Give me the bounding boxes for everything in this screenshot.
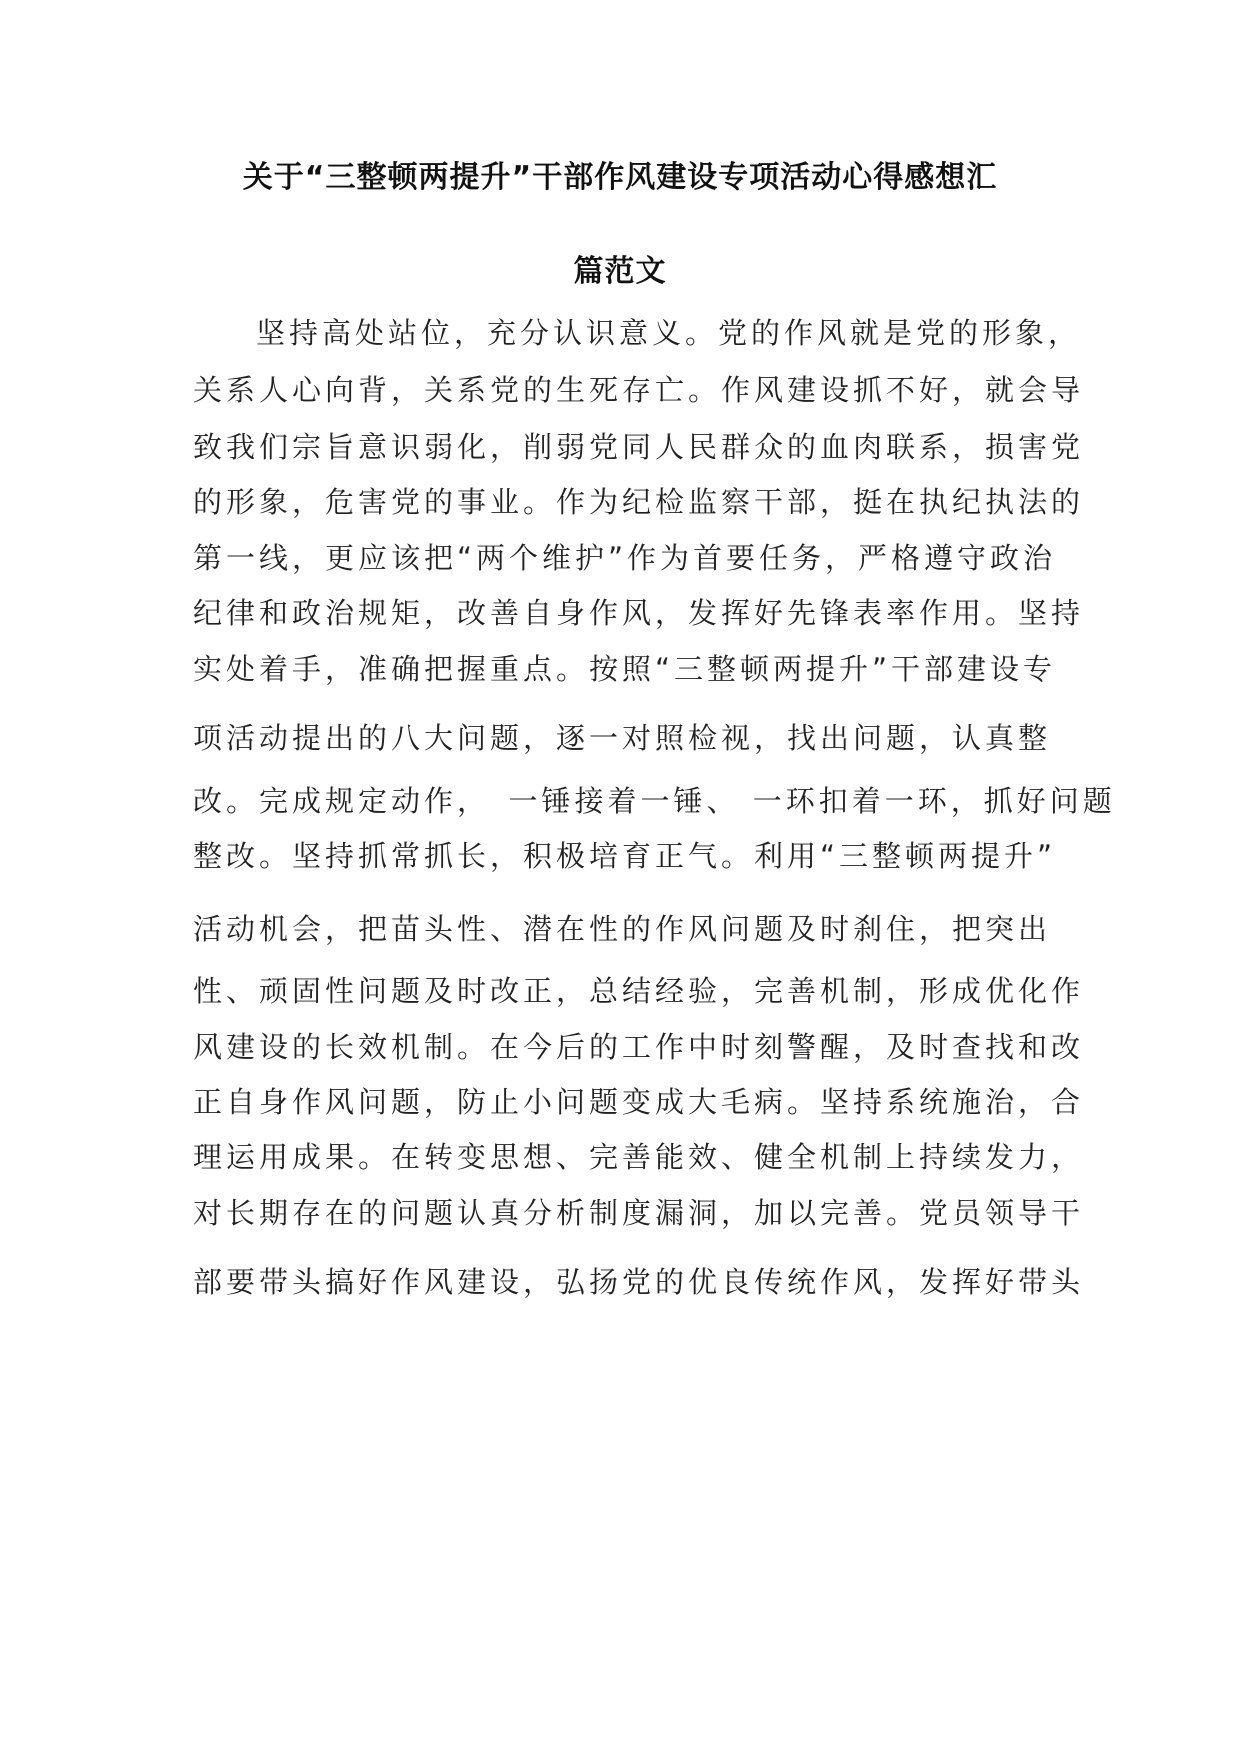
body-line-13: 风建设的长效机制。在今后的工作中时刻警醒，及时查找和改 <box>193 1030 1085 1064</box>
body-line-6: 纪律和政治规矩，改善自身作风，发挥好先锋表率作用。坚持 <box>193 596 1085 630</box>
body-line-8: 项活动提出的八大问题，逐一对照检视，找出问题，认真整 <box>193 721 1052 755</box>
body-line-9: 改。完成规定动作， 一锤接着一锤、 一环扣着一环，抓好问题 <box>193 784 1116 818</box>
body-line-11: 活动机会，把苗头性、潜在性的作风问题及时刹住，把突出 <box>193 912 1052 946</box>
body-line-2: 关系人心向背，关系党的生死存亡。作风建设抓不好，就会导 <box>193 373 1085 407</box>
body-line-4: 的形象，危害党的事业。作为纪检监察干部，挺在执纪执法的 <box>193 485 1085 519</box>
body-line-16: 对长期存在的问题认真分析制度漏洞，加以完善。党员领导干 <box>193 1196 1085 1230</box>
document-title-line-2: 篇范文 <box>573 254 667 289</box>
body-line-12: 性、顽固性问题及时改正，总结经验，完善机制，形成优化作 <box>193 974 1085 1008</box>
body-line-3: 致我们宗旨意识弱化，削弱党同人民群众的血肉联系，损害党 <box>193 430 1085 464</box>
body-line-17: 部要带头搞好作风建设，弘扬党的优良传统作风，发挥好带头 <box>193 1265 1085 1299</box>
body-line-14: 正自身作风问题，防止小问题变成大毛病。坚持系统施治，合 <box>193 1085 1085 1119</box>
body-line-7: 实处着手，准确把握重点。按照“三整顿两提升”干部建设专 <box>193 652 1057 686</box>
document-title-line-1: 关于“三整顿两提升”干部作风建设专项活动心得感想汇 <box>242 160 998 195</box>
body-line-1: 坚持高处站位，充分认识意义。党的作风就是党的形象， <box>256 316 1082 350</box>
body-line-10: 整改。坚持抓常抓长，积极培育正气。利用“三整顿两提升” <box>193 839 1057 873</box>
body-line-15: 理运用成果。在转变思想、完善能效、健全机制上持续发力， <box>193 1140 1085 1174</box>
body-line-5: 第一线，更应该把“两个维护”作为首要任务，严格遵守政治 <box>193 541 1057 575</box>
